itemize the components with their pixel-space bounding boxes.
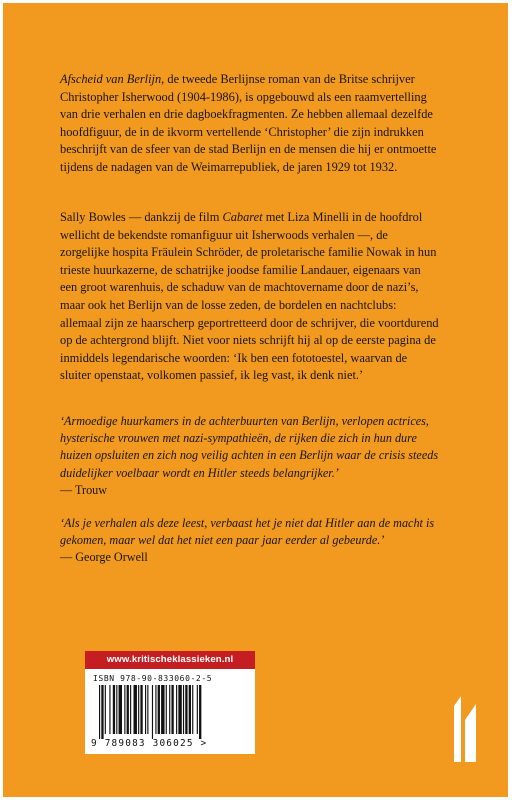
barcode-block — [85, 651, 255, 754]
review-quote-orwell — [60, 515, 440, 567]
film-title: Cabaret — [222, 210, 263, 224]
quote-text: ‘Armoedige huurkamers in de achterbuurten van Berlijn, verlopen actrices, hysterische vrouwen met nazi-sympathieën, de rijken die zich in hun dure huizen opsluiten en zich nog veilig achten in een Berlijn waar de crisis steeds duidelijker voelbaar wordt en Hitler steeds belangrijker.’ — [60, 414, 439, 480]
body-text-start: Sally Bowles — dankzij de film — [60, 210, 223, 224]
quote-source: — George Orwell — [60, 550, 148, 565]
barcode-icon — [99, 685, 241, 739]
body-paragraph — [60, 209, 440, 385]
book-title: Afscheid van Berlijn — [60, 72, 162, 86]
publisher-url: www.kritischeklassieken.nl — [85, 651, 255, 669]
publisher-logo-icon — [454, 696, 476, 762]
review-quote-trouw — [60, 413, 440, 499]
back-cover — [3, 3, 508, 797]
isbn-label: ISBN 978-90-833060-2-5 — [93, 674, 213, 683]
quote-source: — Trouw — [60, 482, 108, 497]
intro-text: , de tweede Berlijnse roman van de Britse schrijver Christopher Isherwood (1904-1986), is opgebouwd als een raamvertelling van drie verhalen en drie dagboekfragmenten. Ze hebben allemaal dezelfde hoofdfiguur, de in de ikvorm vertellende ‘Christopher’ die zijn indrukken beschrijft van de sfeer van de stad Berlijn en de mensen die hij er ontmoette tijdens de nadagen van de Weimarrepubliek, de jaren 1929 tot 1932. — [60, 72, 437, 174]
intro-paragraph — [60, 71, 440, 177]
quote-text: ‘Als je verhalen als deze leest, verbaast het je niet dat Hitler aan de macht is gekomen, maar wel dat het niet een paar jaar eerder al gebeurde.’ — [60, 516, 435, 548]
ean-number: 9 789083 306025 > — [91, 738, 208, 749]
body-text-rest: met Liza Minelli in de hoofdrol wellicht de bekendste romanfiguur uit Isherwoods verhalen —, de zorgelijke hospita Fräulein Schröder, de proletarische familie Nowak in hun trieste huurkazerne, de schatrijke joodse familie Landauer, eigenaars van een groot warenhuis, de schaduw van de machtovername door de nazi’s, maar ook het Berlijn van de losse zeden, de bordelen en nachtclubs: allemaal zijn ze haarscherp geportretteerd door de schrijver, die voortdurend op de achtergrond blijft. Niet voor niets schrijft hij al op de eerste pagina de inmiddels legendarische woorden: ‘Ik ben een fototoestel, waarvan de sluiter openstaat, volkomen passief, ik leg vast, ik denk niet.’ — [60, 210, 439, 383]
